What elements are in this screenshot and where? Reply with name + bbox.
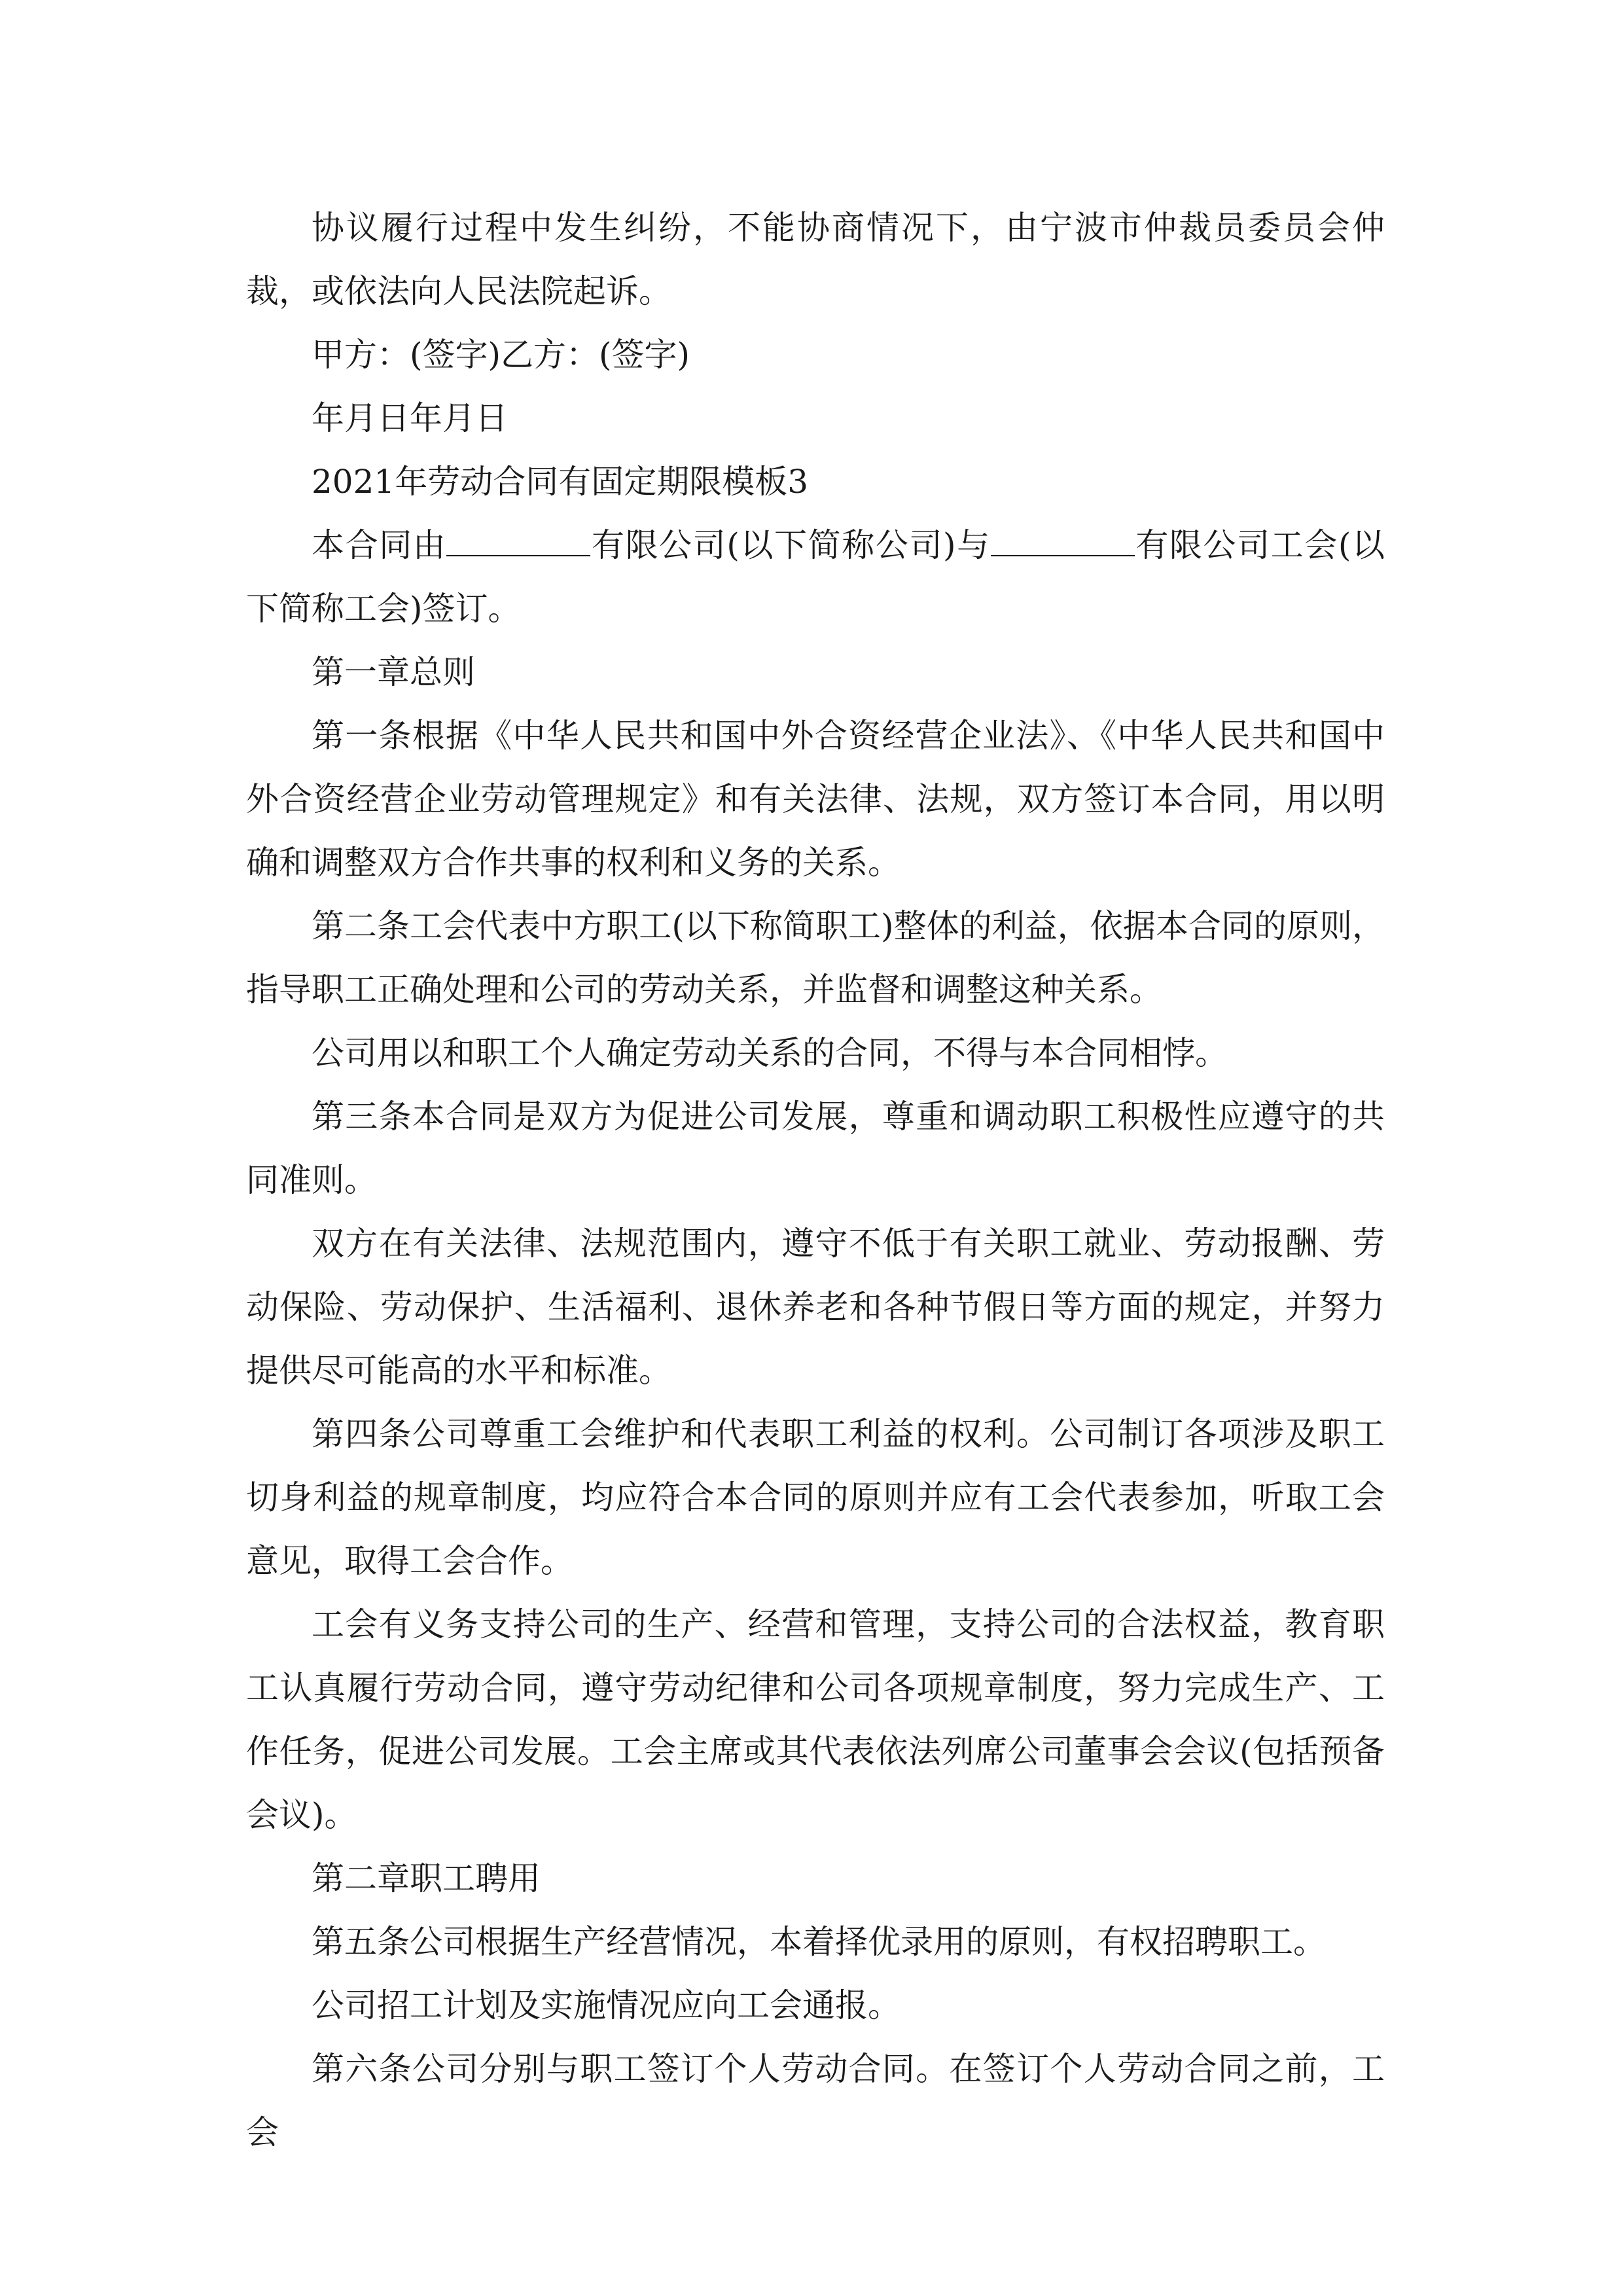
chapter-heading-2: 第二章职工聘用 [312, 1859, 541, 1897]
article-5-note: 公司招工计划及实施情况应向工会通报。 [312, 1986, 901, 2024]
parties-text-mid: 有限公司(以下简称公司)与 [590, 526, 991, 564]
paragraph-dispute: 协议履行过程中发生纠纷，不能协商情况下，由宁波市仲裁员委员会仲裁，或依法向人民法院起诉。 [246, 209, 1385, 310]
article-2-note: 公司用以和职工个人确定劳动关系的合同，不得与本合同相悖。 [312, 1034, 1228, 1072]
article-2: 第二条工会代表中方职工(以下称简职工)整体的利益，依据本合同的原则，指导职工正确处理和公司的劳动关系，并监督和调整这种关系。 [246, 907, 1385, 1009]
paragraph-contract-parties [246, 514, 1385, 641]
article-6: 第六条公司分别与职工签订个人劳动合同。在签订个人劳动合同之前，工会 [246, 2050, 1385, 2151]
paragraph-signatures: 甲方：(签字)乙方：(签字) [312, 336, 690, 374]
parties-text-post: 有限公司工会(以下简称工会)签订。 [246, 526, 1385, 628]
article-4: 第四条公司尊重工会维护和代表职工利益的权利。公司制订各项涉及职工切身利益的规章制度，均应符合本合同的原则并应有工会代表参加，听取工会意见，取得工会合作。 [246, 1415, 1385, 1580]
document-body [246, 196, 1385, 2164]
article-5: 第五条公司根据生产经营情况，本着择优录用的原则，有权招聘职工。 [312, 1923, 1326, 1961]
parties-text-pre: 本合同由 [312, 526, 447, 564]
fill-blank-company [446, 529, 590, 556]
fill-blank-union [991, 529, 1135, 556]
chapter-heading-1: 第一章总则 [312, 653, 475, 691]
article-1: 第一条根据《中华人民共和国中外合资经营企业法》、《中华人民共和国中外合资经营企业劳动管理规定》和有关法律、法规，双方签订本合同，用以明确和调整双方合作共事的权利和义务的关系。 [246, 717, 1385, 882]
paragraph-dates: 年月日年月日 [312, 399, 508, 437]
article-4-detail: 工会有义务支持公司的生产、经营和管理，支持公司的合法权益，教育职工认真履行劳动合同，遵守劳动纪律和公司各项规章制度，努力完成生产、工作任务，促进公司发展。工会主席或其代表依法列席公司董事会会议(包括预备会议)。 [246, 1605, 1385, 1834]
article-3: 第三条本合同是双方为促进公司发展，尊重和调动职工积极性应遵守的共同准则。 [246, 1098, 1385, 1199]
section-title: 2021年劳动合同有固定期限模板3 [312, 463, 809, 501]
article-3-detail: 双方在有关法律、法规范围内，遵守不低于有关职工就业、劳动报酬、劳动保险、劳动保护、生活福利、退休养老和各种节假日等方面的规定，并努力提供尽可能高的水平和标准。 [246, 1225, 1385, 1390]
